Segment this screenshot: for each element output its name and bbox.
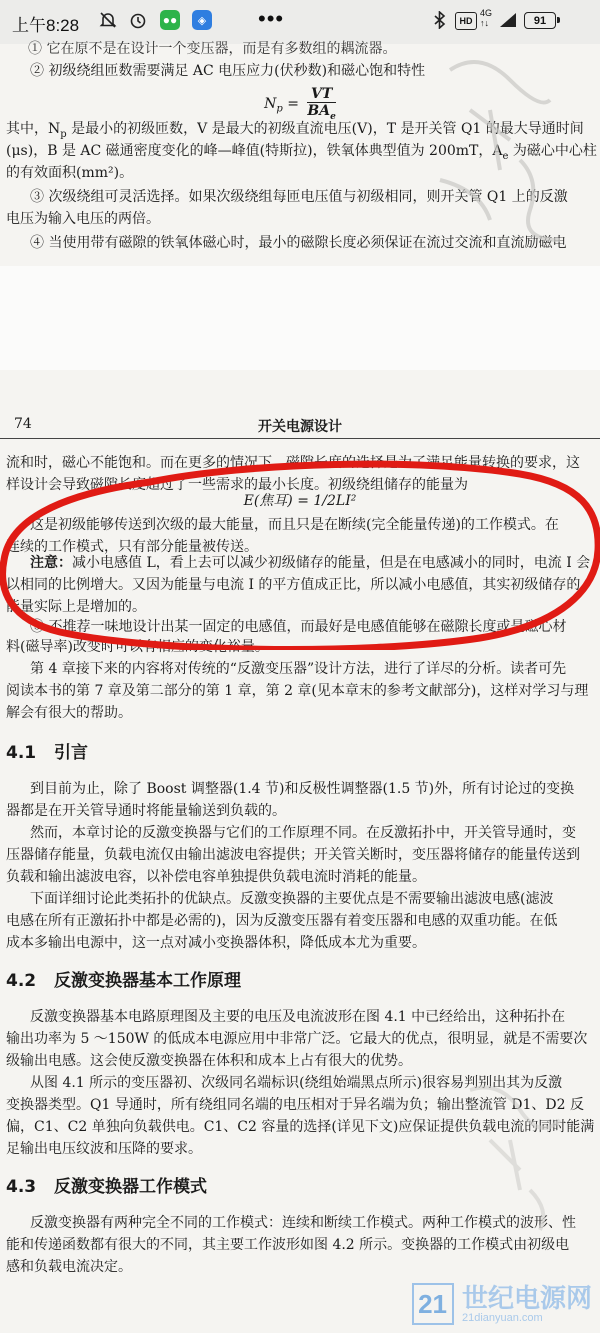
text-line: (μs)，B 是 AC 磁通密度变化的峰—峰值(特斯拉)，铁氧体典型值为 200mT，$A_e$ 为磁心中心柱 [6,143,597,162]
previous-page-fragment [0,41,600,266]
formula-turns: $N_p$ = $\frac{VT}{BA_e}$ [264,86,336,122]
stamp-watermark [410,40,590,260]
text-line: 阅读本书的第 7 章及第二部分的第 1 章，第 2 章(见本章末的参考文献部分)，这样对学习与理 [6,683,589,699]
document-page [0,370,600,1333]
text-line: ④ 当使用带有磁隙的铁氧体磁心时，最小的磁隙长度必须保证在流过交流和直流励磁电 [30,235,567,251]
shield-app-icon: ◈ [192,10,212,30]
text-line: 偏，C1、C2 单独向负载供电。C1、C2 容量的选择(详见下文)应保证提供负载电流的同时能满 [6,1119,595,1135]
running-header [0,414,600,439]
site-name: 世纪电源网 [461,1283,592,1313]
text-line: 第 4 章接下来的内容将对传统的“反激变压器”设计方法，进行了详尽的分析。读者可先 [30,661,567,677]
text-line: 负载和输出滤波电容，以补偿电容单独提供负载电流时消耗的能量。 [6,869,426,885]
text-line: 流和时，磁心不能饱和。而在更多的情况下，磁隙长度的选择是为了满足能量转换的要求，这 [6,455,580,471]
network-type-label: 4G ↑↓ [480,8,493,28]
signal-strength-icon [500,13,516,27]
book-title: 开关电源设计 [258,419,342,435]
text-line: 从图 4.1 所示的变压器初、次级同名端标识(绕组始端黑点所示)很容易判别出其为反激 [30,1075,563,1091]
text-line: 变换器类型。Q1 导通时，所有绕组同名端的电压相对于异名端为负；输出整流管 D1、D2 反 [6,1097,584,1113]
hd-voice-icon: HD [455,12,477,30]
text-line: 反激变换器基本电路原理图及主要的电压及电流波形在图 4.1 中已经给出，这种拓扑在 [30,1009,566,1025]
section-heading: 4.3 反激变换器工作模式 [6,1177,207,1197]
more-notifications-icon: ••• [258,6,285,31]
site-url: 21dianyuan.com [461,1312,543,1324]
text-line: 能和传递函数都有很大的不同，其主要工作波形如图 4.2 所示。变换器的工作模式由初级电 [6,1237,570,1253]
text-line: 反激变换器有两种完全不同的工作模式：连续和断续工作模式。两种工作模式的波形、性 [30,1215,576,1231]
stamp-watermark [440,1050,600,1270]
battery-icon: 91 [524,12,556,29]
text-line: 料(磁导率)改变时可以有相应的变化裕量。 [6,639,269,655]
text-line: 解会有很大的帮助。 [6,705,132,721]
text-line: 器都是在开关管导通时将能量输送到负载的。 [6,803,286,819]
page-gap [0,266,600,370]
bluetooth-icon [430,10,450,30]
text-line: 感和负载电流决定。 [6,1259,132,1275]
text-line: 这是初级能够传送到次级的最大能量，而且只是在断续(完全能量传递)的工作模式。在 [30,517,559,533]
text-line: 样设计会导致磁隙长度超过了一些需求的最小长度。初级绕组储存的能量为 [6,477,468,493]
text-line: 然而，本章讨论的反激变换器与它们的工作原理不同。在反激拓扑中，开关管导通时，变 [30,825,576,841]
text-line: 压器储存能量，负载电流仅由输出滤波电容提供；开关管关断时，变压器将储存的能量传送到 [6,847,580,863]
alarm-icon [128,10,148,30]
text-line: 下面详细讨论此类拓扑的优缺点。反激变换器的主要优点是不需要输出滤波电感(滤波 [30,891,554,907]
text-line: 足输出电压纹波和压降的要求。 [6,1141,202,1157]
text-line: 连续的工作模式，只有部分能量被传送。 [6,539,258,555]
text-line: 输出功率为 5 ～150W 的低成本电源应用中非常广泛。它最大的优点，很明显，就是不需要次 [6,1031,588,1047]
text-line: 电感在所有正激拓扑中都是必需的)，因为反激变压器有着变压器和电感的双重功能。在低 [6,913,558,929]
section-heading: 4.2 反激变换器基本工作原理 [6,971,241,991]
text-line: 到目前为止，除了 Boost 调整器(1.4 节)和反极性调整器(1.5 节)外，所有讨论过的变换 [30,781,575,797]
text-line: 其中，$N_p$ 是最小的初级匝数，V 是最大的初级直流电压(V)，T 是开关管 Q1 的最大导通时间 [6,121,584,140]
text-line: ③ 次级绕组可灵活选择。如果次级绕组每匝电压值与初级相同，则开关管 Q1 上的反激 [30,189,568,205]
text-line: ② 初级绕组匝数需要满足 AC 电压应力(伏秒数)和磁心饱和特性 [30,63,426,79]
wechat-icon: ●● [160,10,180,30]
text-line: 级输出电感。这会使反激变换器在体积和成本上占有很大的优势。 [6,1053,412,1069]
text-line: 的有效面积(mm²)。 [6,165,134,181]
mute-icon [98,10,118,30]
text-line: ① 它在原不是在设计一个变压器，而是有多数组的耦流器。 [28,41,397,57]
site-logo-mark: 21 [412,1283,454,1325]
formula-energy: E(焦耳) = 1/2LI² [243,493,357,509]
text-line: 以相同的比例增大。又因为能量与电流 I 的平方值成正比，所以减小电感值，其实初级储存的 [6,577,581,593]
text-line: 注意：减小电感值 L，看上去可以减少初级储存的能量，但是在电感减小的同时，电流 I 会 [30,555,591,571]
text-line: 电压为输入电压的两倍。 [6,211,160,227]
site-watermark-logo [412,1283,592,1325]
clock-time: 上午8:28 [12,16,80,35]
text-line: 能量实际上是增加的。 [6,599,146,615]
text-line: 成本多输出电源中，这一点对减小变换器体积，降低成本尤为重要。 [6,935,426,951]
page-number: 74 [14,416,32,432]
text-line: ⑤ 不推荐一味地设计出某一固定的电感值，而最好是电感值能够在磁隙长度或是磁心材 [30,619,567,635]
section-heading: 4.1 引言 [6,743,88,763]
red-annotation-circle [0,460,600,650]
